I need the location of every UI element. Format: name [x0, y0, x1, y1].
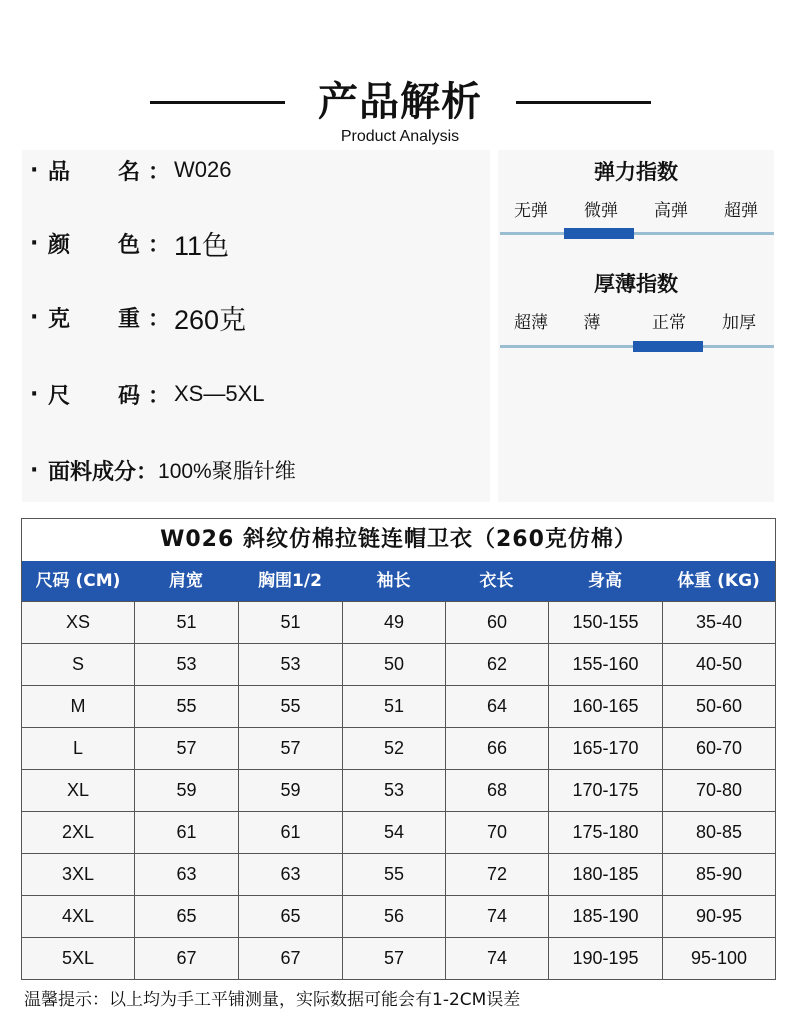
spec-row-size [30, 374, 265, 414]
cell-sleeve: 49 [342, 602, 445, 643]
spec-label-first: 尺 [48, 383, 71, 409]
cell-half-chest: 57 [238, 728, 342, 769]
elasticity-marker [564, 228, 634, 239]
cell-half-chest: 65 [238, 896, 342, 937]
cell-length: 64 [445, 686, 548, 727]
cell-half-chest: 55 [238, 686, 342, 727]
elasticity-title: 弹力指数 [594, 160, 678, 184]
table-row [22, 853, 775, 895]
cell-size: 5XL [61, 948, 95, 968]
spec-label-second: 重 [118, 306, 141, 332]
cell-length: 68 [445, 770, 548, 811]
spec-label-first: 克 [48, 306, 71, 332]
cell-size: S [71, 654, 84, 674]
cell-length: 66 [445, 728, 548, 769]
colon: ： [136, 459, 159, 485]
cell-size: XS [65, 612, 90, 632]
cell-size: L [72, 738, 83, 758]
cell-shoulder: 59 [134, 770, 238, 811]
table-row [22, 727, 775, 769]
cell-shoulder: 67 [134, 938, 238, 979]
cell-height: 190-195 [548, 938, 662, 979]
spec-label-first: 品 [48, 159, 71, 185]
spec-value-color: 11色 [174, 230, 230, 261]
cell-weight: 60-70 [662, 728, 775, 769]
cell-weight: 40-50 [662, 644, 775, 685]
spec-value-size: XS—5XL [174, 381, 265, 406]
cell-sleeve: 50 [342, 644, 445, 685]
cell-sleeve: 54 [342, 812, 445, 853]
elasticity-option: 超弹 [724, 201, 758, 221]
bullet: · [30, 457, 39, 483]
spec-label-first: 颜 [48, 232, 71, 258]
cell-sleeve: 56 [342, 896, 445, 937]
cell-shoulder: 55 [134, 686, 238, 727]
colon: ： [148, 383, 171, 409]
thickness-title: 厚薄指数 [594, 272, 678, 296]
table-row [22, 685, 775, 727]
cell-height: 170-175 [548, 770, 662, 811]
header-right-rule [516, 101, 651, 104]
spec-row-weight [30, 297, 246, 337]
spec-label-second: 色 [118, 232, 141, 258]
thickness-option: 加厚 [722, 313, 756, 333]
cell-sleeve: 51 [342, 686, 445, 727]
table-row [22, 643, 775, 685]
elasticity-option: 无弹 [514, 201, 548, 221]
table-row [22, 601, 775, 643]
table-header [22, 561, 775, 601]
cell-sleeve: 52 [342, 728, 445, 769]
cell-sleeve: 55 [342, 854, 445, 895]
column-header: 尺码 (CM) [35, 571, 121, 591]
column-header: 肩宽 [169, 571, 203, 591]
cell-half-chest: 63 [238, 854, 342, 895]
table-row [22, 769, 775, 811]
cell-length: 70 [445, 812, 548, 853]
bullet: · [30, 304, 39, 330]
column-header: 体重 (KG) [677, 571, 760, 591]
column-header: 袖长 [376, 571, 411, 591]
column-header: 胸围1/2 [258, 571, 322, 591]
spec-label-fabric: 面料成分 [48, 459, 137, 485]
cell-sleeve: 57 [342, 938, 445, 979]
cell-size: XL [66, 780, 90, 800]
size-table [21, 518, 776, 980]
table-title: W026 斜纹仿棉拉链连帽卫衣（260克仿棉） [160, 527, 637, 552]
bullet: · [30, 230, 39, 256]
cell-length: 60 [445, 602, 548, 643]
colon: ： [148, 306, 171, 332]
cell-size: 3XL [61, 864, 95, 884]
bullet: · [30, 157, 39, 183]
elasticity-option: 微弹 [584, 201, 618, 221]
measurement-note: 温馨提示：以上均为手工平铺测量，实际数据可能会有1-2CM误差 [24, 990, 521, 1010]
spec-label-second: 码 [118, 383, 141, 409]
cell-half-chest: 61 [238, 812, 342, 853]
spec-label-second: 名 [118, 159, 141, 185]
column-header: 衣长 [479, 571, 514, 591]
cell-size: 2XL [61, 822, 95, 842]
thickness-option: 薄 [583, 313, 601, 333]
thickness-option: 超薄 [514, 313, 548, 333]
bullet: · [30, 381, 39, 407]
cell-weight: 35-40 [662, 602, 775, 643]
spec-row-color [30, 223, 229, 263]
cell-shoulder: 63 [134, 854, 238, 895]
cell-height: 155-160 [548, 644, 662, 685]
page-subtitle: Product Analysis [340, 128, 460, 145]
cell-shoulder: 61 [134, 812, 238, 853]
spec-value-weight: 260克 [174, 304, 247, 335]
cell-shoulder: 51 [134, 602, 238, 643]
cell-height: 180-185 [548, 854, 662, 895]
cell-length: 72 [445, 854, 548, 895]
header-left-rule [150, 101, 285, 104]
cell-length: 74 [445, 896, 548, 937]
spec-value-name: W026 [174, 157, 232, 182]
cell-weight: 80-85 [662, 812, 775, 853]
cell-height: 175-180 [548, 812, 662, 853]
colon: ： [148, 159, 171, 185]
cell-height: 160-165 [548, 686, 662, 727]
elasticity-track [500, 232, 774, 235]
page-title: 产品解析 [318, 79, 482, 125]
cell-weight: 85-90 [662, 854, 775, 895]
table-row [22, 895, 775, 937]
cell-height: 185-190 [548, 896, 662, 937]
thickness-marker [633, 341, 703, 352]
cell-length: 74 [445, 938, 548, 979]
cell-weight: 70-80 [662, 770, 775, 811]
cell-sleeve: 53 [342, 770, 445, 811]
cell-size: M [70, 696, 86, 716]
cell-weight: 50-60 [662, 686, 775, 727]
cell-height: 150-155 [548, 602, 662, 643]
cell-half-chest: 53 [238, 644, 342, 685]
spec-row-name [30, 150, 231, 190]
cell-half-chest: 51 [238, 602, 342, 643]
spec-value-fabric: 100%聚脂针维 [158, 460, 296, 483]
column-header: 身高 [588, 571, 622, 591]
cell-shoulder: 57 [134, 728, 238, 769]
cell-shoulder: 65 [134, 896, 238, 937]
cell-weight: 90-95 [662, 896, 775, 937]
table-row [22, 811, 775, 853]
cell-size: 4XL [61, 906, 95, 926]
cell-height: 165-170 [548, 728, 662, 769]
cell-shoulder: 53 [134, 644, 238, 685]
elasticity-option: 高弹 [654, 201, 688, 221]
spec-row-fabric [30, 450, 296, 490]
cell-length: 62 [445, 644, 548, 685]
thickness-option: 正常 [652, 313, 686, 333]
cell-weight: 95-100 [662, 938, 775, 979]
cell-half-chest: 67 [238, 938, 342, 979]
cell-half-chest: 59 [238, 770, 342, 811]
table-row [22, 937, 775, 979]
colon: ： [148, 232, 171, 258]
